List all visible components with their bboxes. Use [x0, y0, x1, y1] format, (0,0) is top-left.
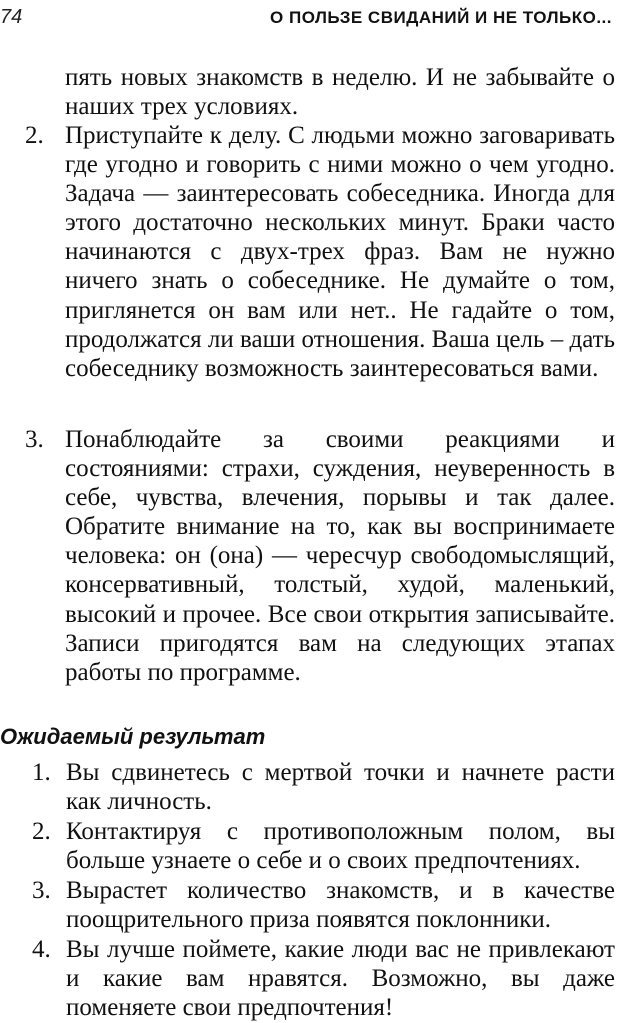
list-item-text: Понаблюдайте за своими реакциями и состояниями: страхи, суждения, неуверенность в себе, чувства, влечения, порывы и так далее. Обратите внимание на то, как вы воспринимаете человека: он (она) — чересчур свободомыслящий, консервативный, толстый, худой, маленький, высокий и прочее. Все свои открытия записывайте. Записи пригодятся вам на следующих этапах работы по программе. — [65, 426, 615, 686]
section-heading: Ожидаемый результат — [0, 724, 266, 749]
list-item-text: Приступайте к делу. С людьми можно заговаривать где угодно и говорить с ними можно о чем угодно. Задача — заинтересовать собеседника. Иногда для этого достаточно нескольких минут. Браки часто начинаются с двух-трех фраз. Вам не нужно ничего знать о собеседнике. Не думайте о том, приглянется он вам или нет.. Не гадайте о том, продолжатся ли ваши отношения. Ваша цель – дать собеседнику возможность заинтересоваться вами. — [65, 122, 615, 382]
list-item-number: 3. — [25, 426, 44, 453]
page-header — [0, 6, 612, 36]
list-item-text: Вы сдвинетесь с мертвой точки и начнете расти как личность. — [66, 759, 615, 816]
list-item-text: Контактируя с противоположным полом, вы больше узнаете о себе и о своих предпочтениях. — [66, 818, 615, 875]
page-number: 74 — [0, 6, 23, 28]
list-item — [32, 817, 615, 876]
continuation-paragraph: пять новых знакомств в неделю. И не забывайте о наших трех условиях. — [65, 64, 615, 121]
list-item-text: Вырастет количество знакомств, и в качестве поощрительного приза появятся поклонники. — [66, 877, 615, 934]
list-item — [32, 758, 615, 817]
list-item-number: 1. — [32, 759, 51, 786]
list-item-number: 2. — [25, 122, 44, 149]
list-item-text: Вы лучше поймете, какие люди вас не привлекают и какие вам нравятся. Возможно, вы даже поменяете свои предпочтения! — [66, 936, 615, 1022]
list-item — [32, 876, 615, 935]
list-item — [32, 935, 615, 1023]
list-item-number: 3. — [32, 877, 51, 904]
running-head: О ПОЛЬЗЕ СВИДАНИЙ И НЕ ТОЛЬКО... — [270, 8, 612, 27]
list-item-number: 4. — [32, 936, 51, 963]
list-item — [25, 121, 615, 412]
list-item-number: 2. — [32, 818, 51, 845]
list-item — [25, 425, 615, 687]
